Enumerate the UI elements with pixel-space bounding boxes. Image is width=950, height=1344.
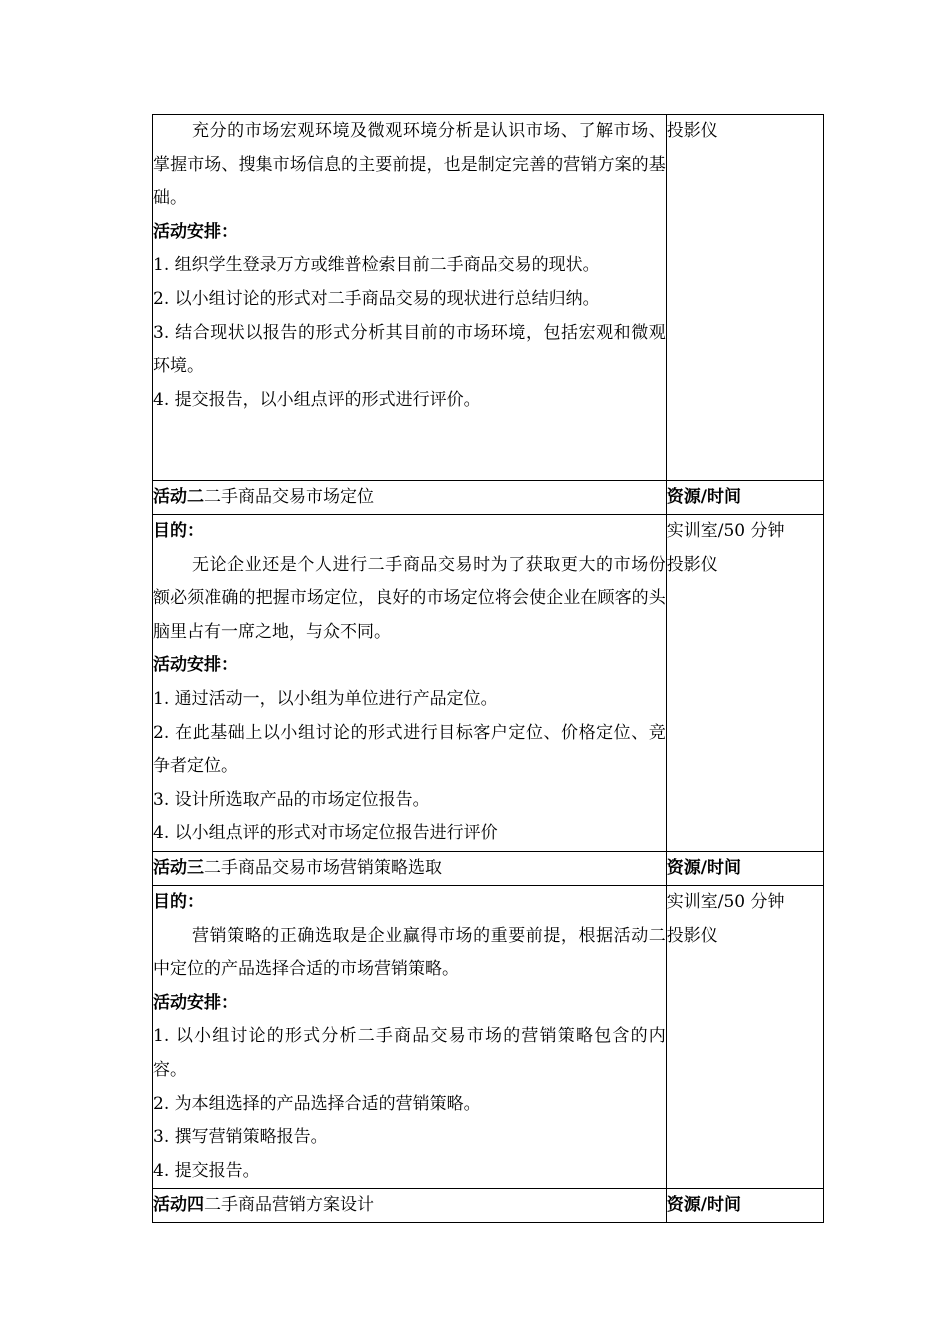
section2-body-row [153,515,824,852]
section2-title-text: 二手商品交易市场定位 [204,487,374,507]
section3-intro: 营销策略的正确选取是企业赢得市场的重要前提，根据活动二中定位的产品选择合适的市场营销策略。 [153,925,666,980]
section4-resource-header [666,1189,823,1223]
section3-content [153,885,667,1188]
section2-header [153,481,667,515]
section2-step-4: 4. 以小组点评的形式对市场定位报告进行评价 [153,823,498,844]
section2-step-1: 1. 通过活动一，以小组为单位进行产品定位。 [153,688,498,709]
section3-resources [666,885,823,1188]
section1-body-row [153,115,824,481]
section2-resource-projector: 投影仪 [666,554,718,575]
section1-step-1: 1. 组织学生登录万方或维普检索目前二手商品交易的现状。 [153,255,600,276]
activity-table [152,114,824,1223]
section3-resource-header [666,851,823,885]
section2-resource-header-text: 资源/时间 [666,487,741,507]
section3-step-3: 3. 撰写营销策略报告。 [153,1127,328,1148]
section2-purpose-label: 目的： [153,521,204,541]
section3-header [153,851,667,885]
section4-title-text: 二手商品营销方案设计 [204,1195,374,1216]
section3-title-label: 活动三 [153,857,204,878]
section3-step-2: 2. 为本组选择的产品选择合适的营销策略。 [153,1093,481,1114]
section4-title [153,1189,666,1222]
section2-resource-header [666,481,823,515]
section3-header-row [153,851,824,885]
section1-step-2: 2. 以小组讨论的形式对二手商品交易的现状进行总结归纳。 [153,288,600,309]
section2-content [153,515,667,852]
section4-resource-header-text: 资源/时间 [666,1195,741,1216]
section2-arrangement-label: 活动安排： [153,655,238,676]
section2-title-label: 活动二 [153,487,204,507]
section3-resource-projector: 投影仪 [666,925,718,946]
section2-intro: 无论企业还是个人进行二手商品交易时为了获取更大的市场份额必须准确的把握市场定位，良好的市场定位将会使企业在顾客的头脑里占有一席之地，与众不同。 [153,554,666,642]
section3-step-4: 4. 提交报告。 [153,1160,260,1181]
section1-resource-projector: 投影仪 [666,121,718,141]
section4-header-row [153,1189,824,1223]
section3-title [153,852,666,885]
section2-title [153,481,666,514]
section3-title-text: 二手商品交易市场营销策略选取 [204,857,442,878]
section3-purpose-label: 目的： [153,891,204,912]
section2-step-3: 3. 设计所选取产品的市场定位报告。 [153,789,430,810]
section2-resources [666,515,823,852]
section2-header-row [153,481,824,515]
section1-step-4: 4. 提交报告，以小组点评的形式进行评价。 [153,389,481,410]
section2-resource-lab: 实训室/50 分钟 [666,521,785,541]
section1-intro: 充分的市场宏观环境及微观环境分析是认识市场、了解市场、掌握市场、搜集市场信息的主要前提，也是制定完善的营销方案的基础。 [153,121,666,209]
section1-content [153,115,667,481]
section4-header [153,1189,667,1223]
section2-step-2: 2. 在此基础上以小组讨论的形式进行目标客户定位、价格定位、竞争者定位。 [153,722,666,777]
section3-resource-lab: 实训室/50 分钟 [666,891,785,912]
section1-resources [666,115,823,481]
section3-body-row [153,885,824,1188]
section3-resource-header-text: 资源/时间 [666,857,741,878]
section3-step-1: 1. 以小组讨论的形式分析二手商品交易市场的营销策略包含的内容。 [153,1026,666,1080]
section1-arrangement-label: 活动安排： [153,221,238,242]
section4-title-label: 活动四 [153,1195,204,1216]
section3-arrangement-label: 活动安排： [153,992,238,1013]
section1-step-3: 3. 结合现状以报告的形式分析其目前的市场环境，包括宏观和微观环境。 [153,322,666,377]
